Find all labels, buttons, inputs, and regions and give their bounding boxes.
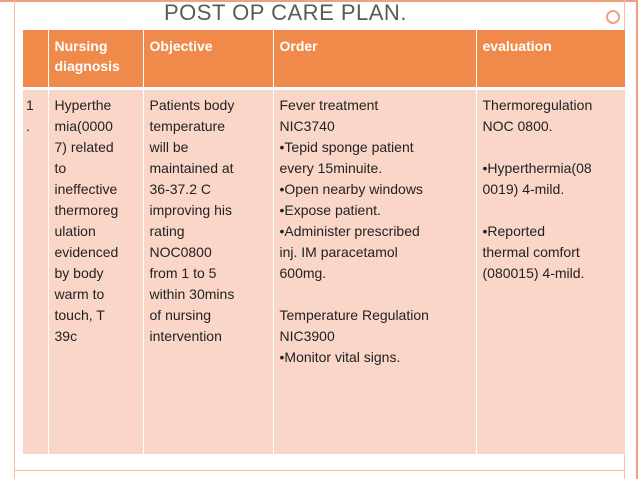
order-line: •Open nearby windows — [279, 180, 423, 197]
table-header-row — [23, 30, 625, 88]
header-nursing-diagnosis — [48, 30, 143, 88]
order-line: Fever treatment — [279, 96, 379, 113]
diagnosis-line: ulation — [54, 222, 96, 239]
evaluation-line: thermal comfort — [482, 243, 580, 260]
evaluation-line: •Reported — [482, 222, 545, 239]
objective-line: within 30mins — [149, 285, 235, 302]
decorative-circle-icon — [606, 10, 620, 24]
evaluation-cell — [476, 88, 625, 454]
evaluation-line: 0019) 4-mild. — [482, 180, 565, 197]
diagnosis-line: touch, T — [54, 306, 105, 323]
evaluation-line: (080015) 4-mild. — [482, 264, 585, 281]
order-line: •Monitor vital signs. — [279, 348, 401, 365]
header-evaluation: evaluation — [476, 30, 625, 88]
objective-line: will be — [149, 138, 189, 155]
evaluation-spacer — [483, 200, 621, 221]
frame-left-line — [14, 0, 15, 479]
diagnosis-line: thermoreg — [54, 201, 119, 218]
objective-line: Patients body — [149, 96, 235, 113]
order-spacer — [280, 284, 471, 305]
diagnosis-line: to — [54, 159, 67, 176]
objective-line: maintained at — [149, 159, 234, 176]
header-objective: Objective — [143, 30, 273, 88]
objective-line: rating — [149, 222, 185, 239]
evaluation-line: NOC 0800. — [482, 117, 553, 134]
frame-bottom-line — [14, 470, 625, 471]
order-line: •Expose patient. — [279, 201, 381, 218]
care-plan-table — [23, 30, 625, 454]
objective-line: NOC0800 — [149, 243, 212, 260]
diagnosis-cell — [48, 88, 143, 454]
header-number — [23, 30, 48, 88]
slide-title: POST OP CARE PLAN. — [164, 0, 407, 25]
objective-line: temperature — [149, 117, 225, 134]
row-number-digit: 1 — [26, 96, 34, 113]
order-line: •Administer prescribed — [279, 222, 420, 239]
order-line: NIC3740 — [279, 117, 335, 134]
objective-line: 36-37.2 C — [149, 180, 211, 197]
diagnosis-line: by body — [54, 264, 104, 281]
objective-cell — [143, 88, 273, 454]
order-line: Temperature Regulation — [279, 306, 429, 323]
header-order: Order — [273, 30, 476, 88]
evaluation-line: •Hyperthermia(08 — [482, 159, 592, 176]
diagnosis-line: evidenced — [54, 243, 119, 260]
row-number-dot: . — [26, 117, 30, 134]
diagnosis-line: ineffective — [54, 180, 118, 197]
diagnosis-line: mia(0000 — [54, 117, 113, 134]
order-cell — [273, 88, 476, 454]
objective-line: intervention — [149, 327, 222, 344]
diagnosis-line: 39c — [54, 327, 78, 344]
order-line: 600mg. — [279, 264, 327, 281]
objective-line: from 1 to 5 — [149, 264, 217, 281]
row-number-cell — [23, 88, 48, 454]
evaluation-spacer — [483, 137, 621, 158]
objective-line: improving his — [149, 201, 232, 218]
evaluation-line: Thermoregulation — [482, 96, 593, 113]
order-line: every 15minuite. — [279, 159, 383, 176]
objective-line: of nursing — [149, 306, 211, 323]
header-diagnosis-line: Nursing — [54, 38, 108, 54]
order-line: •Tepid sponge patient — [279, 138, 414, 155]
diagnosis-line: 7) related — [54, 138, 114, 155]
order-line: NIC3900 — [279, 327, 335, 344]
header-diagnosis-line: diagnosis — [54, 58, 120, 74]
diagnosis-line: Hyperthe — [54, 96, 112, 113]
order-line: inj. IM paracetamol — [279, 243, 398, 260]
table-row — [23, 88, 625, 454]
diagnosis-line: warm to — [54, 285, 105, 302]
